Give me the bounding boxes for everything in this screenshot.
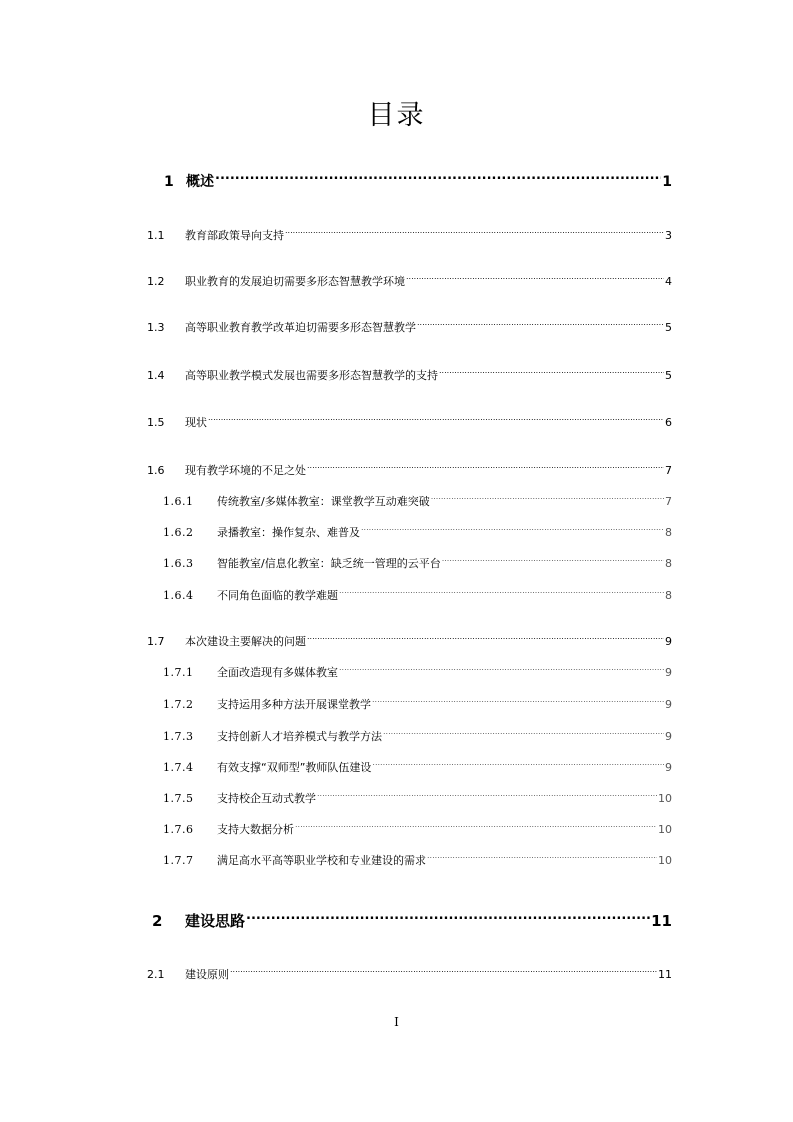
toc-leader-dots <box>285 228 664 239</box>
toc-entry-number: 1.6.3 <box>163 557 194 570</box>
toc-entry-1-7[interactable] <box>147 634 672 650</box>
toc-entry-1-7-7[interactable] <box>163 853 672 869</box>
toc-entry-page: 10 <box>658 854 672 867</box>
toc-entry-page: 11 <box>658 968 672 981</box>
toc-entry-number: 1.5 <box>147 416 165 429</box>
toc-entry-1-6-1[interactable] <box>163 494 672 510</box>
toc-leader-dots <box>383 729 664 740</box>
toc-entry-1-6-3[interactable] <box>163 556 672 572</box>
toc-entry-number: 1.7.1 <box>163 666 194 679</box>
toc-entry-number: 2 <box>152 912 163 930</box>
toc-entry-text: 职业教育的发展迫切需要多形态智慧教学环境 <box>185 275 405 288</box>
toc-leader-dots <box>431 494 664 505</box>
toc-leader-dots <box>339 665 664 676</box>
toc-leader-dots <box>372 760 664 771</box>
toc-entry-1-6-4[interactable] <box>163 588 672 604</box>
toc-entry-number: 1.7.2 <box>163 698 194 711</box>
toc-entry-number: 1.3 <box>147 321 165 334</box>
toc-entry-number: 1.2 <box>147 275 165 288</box>
toc-entry-page: 6 <box>665 416 672 429</box>
toc-entry-text: 全面改造现有多媒体教室 <box>217 666 338 679</box>
toc-entry-1-4[interactable] <box>147 368 672 384</box>
toc-leader-dots <box>307 463 664 474</box>
toc-entry-text: 本次建设主要解决的问题 <box>185 635 306 648</box>
toc-entry-number: 1.1 <box>147 229 165 242</box>
toc-entry-text: 支持创新人才培养模式与教学方法 <box>217 730 382 743</box>
toc-entry-1-7-1[interactable] <box>163 665 672 681</box>
toc-entry-text: 支持大数据分析 <box>217 823 294 836</box>
toc-entry-1-5[interactable] <box>147 415 672 431</box>
toc-leader-dots <box>317 791 657 802</box>
toc-entry-page: 10 <box>658 792 672 805</box>
toc-leader-dots <box>295 822 657 833</box>
toc-entry-text: 支持校企互动式教学 <box>217 792 316 805</box>
toc-leader-dots <box>307 634 664 645</box>
toc-entry-number: 2.1 <box>147 968 165 981</box>
toc-leader-dots <box>427 853 657 864</box>
toc-leader-dots <box>230 967 657 978</box>
toc-entry-number: 1.6.4 <box>163 589 194 602</box>
toc-entry-text: 有效支撑“双师型”教师队伍建设 <box>217 761 372 774</box>
toc-entry-page: 9 <box>665 698 672 711</box>
toc-entry-number: 1.7.5 <box>163 792 194 805</box>
toc-entry-1-2[interactable] <box>147 274 672 290</box>
toc-entry-page: 5 <box>665 321 672 334</box>
toc-leader-dots <box>372 697 664 708</box>
toc-entry-1-3[interactable] <box>147 320 672 336</box>
toc-entry-1-6-2[interactable] <box>163 525 672 541</box>
toc-entry-text: 现有教学环境的不足之处 <box>185 464 306 477</box>
toc-entry-number: 1.6.2 <box>163 526 194 539</box>
toc-leader-dots <box>361 525 664 536</box>
toc-entry-page: 9 <box>665 635 672 648</box>
toc-entry-1-7-2[interactable] <box>163 697 672 713</box>
toc-entry-chapter-1[interactable] <box>164 172 672 192</box>
toc-entry-text: 支持运用多种方法开展课堂教学 <box>217 698 371 711</box>
toc-entry-page: 4 <box>665 275 672 288</box>
toc-entry-page: 7 <box>665 495 672 508</box>
toc-leader-dots <box>215 172 661 186</box>
toc-entry-text: 概述 <box>186 174 214 190</box>
toc-entry-text: 高等职业教学模式发展也需要多形态智慧教学的支持 <box>185 369 438 382</box>
toc-entry-text: 建设原则 <box>185 968 229 981</box>
toc-entry-number: 1.7.3 <box>163 730 194 743</box>
toc-entry-text: 建设思路 <box>185 912 246 930</box>
toc-entry-1-7-6[interactable] <box>163 822 672 838</box>
toc-entry-number: 1.6 <box>147 464 165 477</box>
page-number-footer: I <box>394 1015 399 1029</box>
toc-entry-2-1[interactable] <box>147 967 672 983</box>
toc-title: 目录 <box>367 100 426 131</box>
toc-entry-number: 1.4 <box>147 369 165 382</box>
toc-leader-dots <box>442 556 664 567</box>
toc-entry-text: 高等职业教育教学改革迫切需要多形态智慧教学 <box>185 321 416 334</box>
toc-entry-text: 不同角色面临的教学难题 <box>217 589 338 602</box>
toc-entry-chapter-2[interactable] <box>152 911 672 931</box>
toc-entry-page: 9 <box>665 730 672 743</box>
toc-entry-page: 9 <box>665 666 672 679</box>
toc-leader-dots <box>246 911 650 926</box>
toc-entry-number: 1.7.7 <box>163 854 194 867</box>
toc-entry-page: 3 <box>665 229 672 242</box>
toc-leader-dots <box>406 274 664 285</box>
toc-leader-dots <box>439 368 664 379</box>
toc-leader-dots <box>417 320 664 331</box>
toc-entry-text: 智能教室/信息化教室：缺乏统一管理的云平台 <box>217 557 441 570</box>
toc-entry-page: 9 <box>665 761 672 774</box>
toc-entry-1-7-3[interactable] <box>163 729 672 745</box>
toc-entry-number: 1.7.4 <box>163 761 194 774</box>
toc-leader-dots <box>208 415 664 426</box>
toc-entry-1-1[interactable] <box>147 228 672 244</box>
toc-entry-text: 现状 <box>185 416 207 429</box>
toc-entry-text: 教育部政策导向支持 <box>185 229 284 242</box>
toc-entry-text: 传统教室/多媒体教室：课堂教学互动难突破 <box>217 495 430 508</box>
toc-entry-text: 满足高水平高等职业学校和专业建设的需求 <box>217 854 426 867</box>
toc-entry-number: 1.6.1 <box>163 495 194 508</box>
toc-entry-1-7-4[interactable] <box>163 760 672 776</box>
toc-entry-page: 8 <box>665 557 672 570</box>
toc-entry-page: 7 <box>665 464 672 477</box>
toc-leader-dots <box>339 588 664 599</box>
toc-entry-page: 10 <box>658 823 672 836</box>
toc-entry-page: 5 <box>665 369 672 382</box>
toc-entry-number: 1 <box>164 174 174 190</box>
toc-entry-page: 1 <box>662 174 672 190</box>
toc-entry-page: 11 <box>651 912 672 930</box>
toc-entry-1-7-5[interactable] <box>163 791 672 807</box>
toc-entry-page: 8 <box>665 526 672 539</box>
toc-entry-page: 8 <box>665 589 672 602</box>
toc-entry-number: 1.7.6 <box>163 823 194 836</box>
toc-entry-1-6[interactable] <box>147 463 672 479</box>
toc-entry-text: 录播教室：操作复杂、难普及 <box>217 526 360 539</box>
toc-entry-number: 1.7 <box>147 635 165 648</box>
